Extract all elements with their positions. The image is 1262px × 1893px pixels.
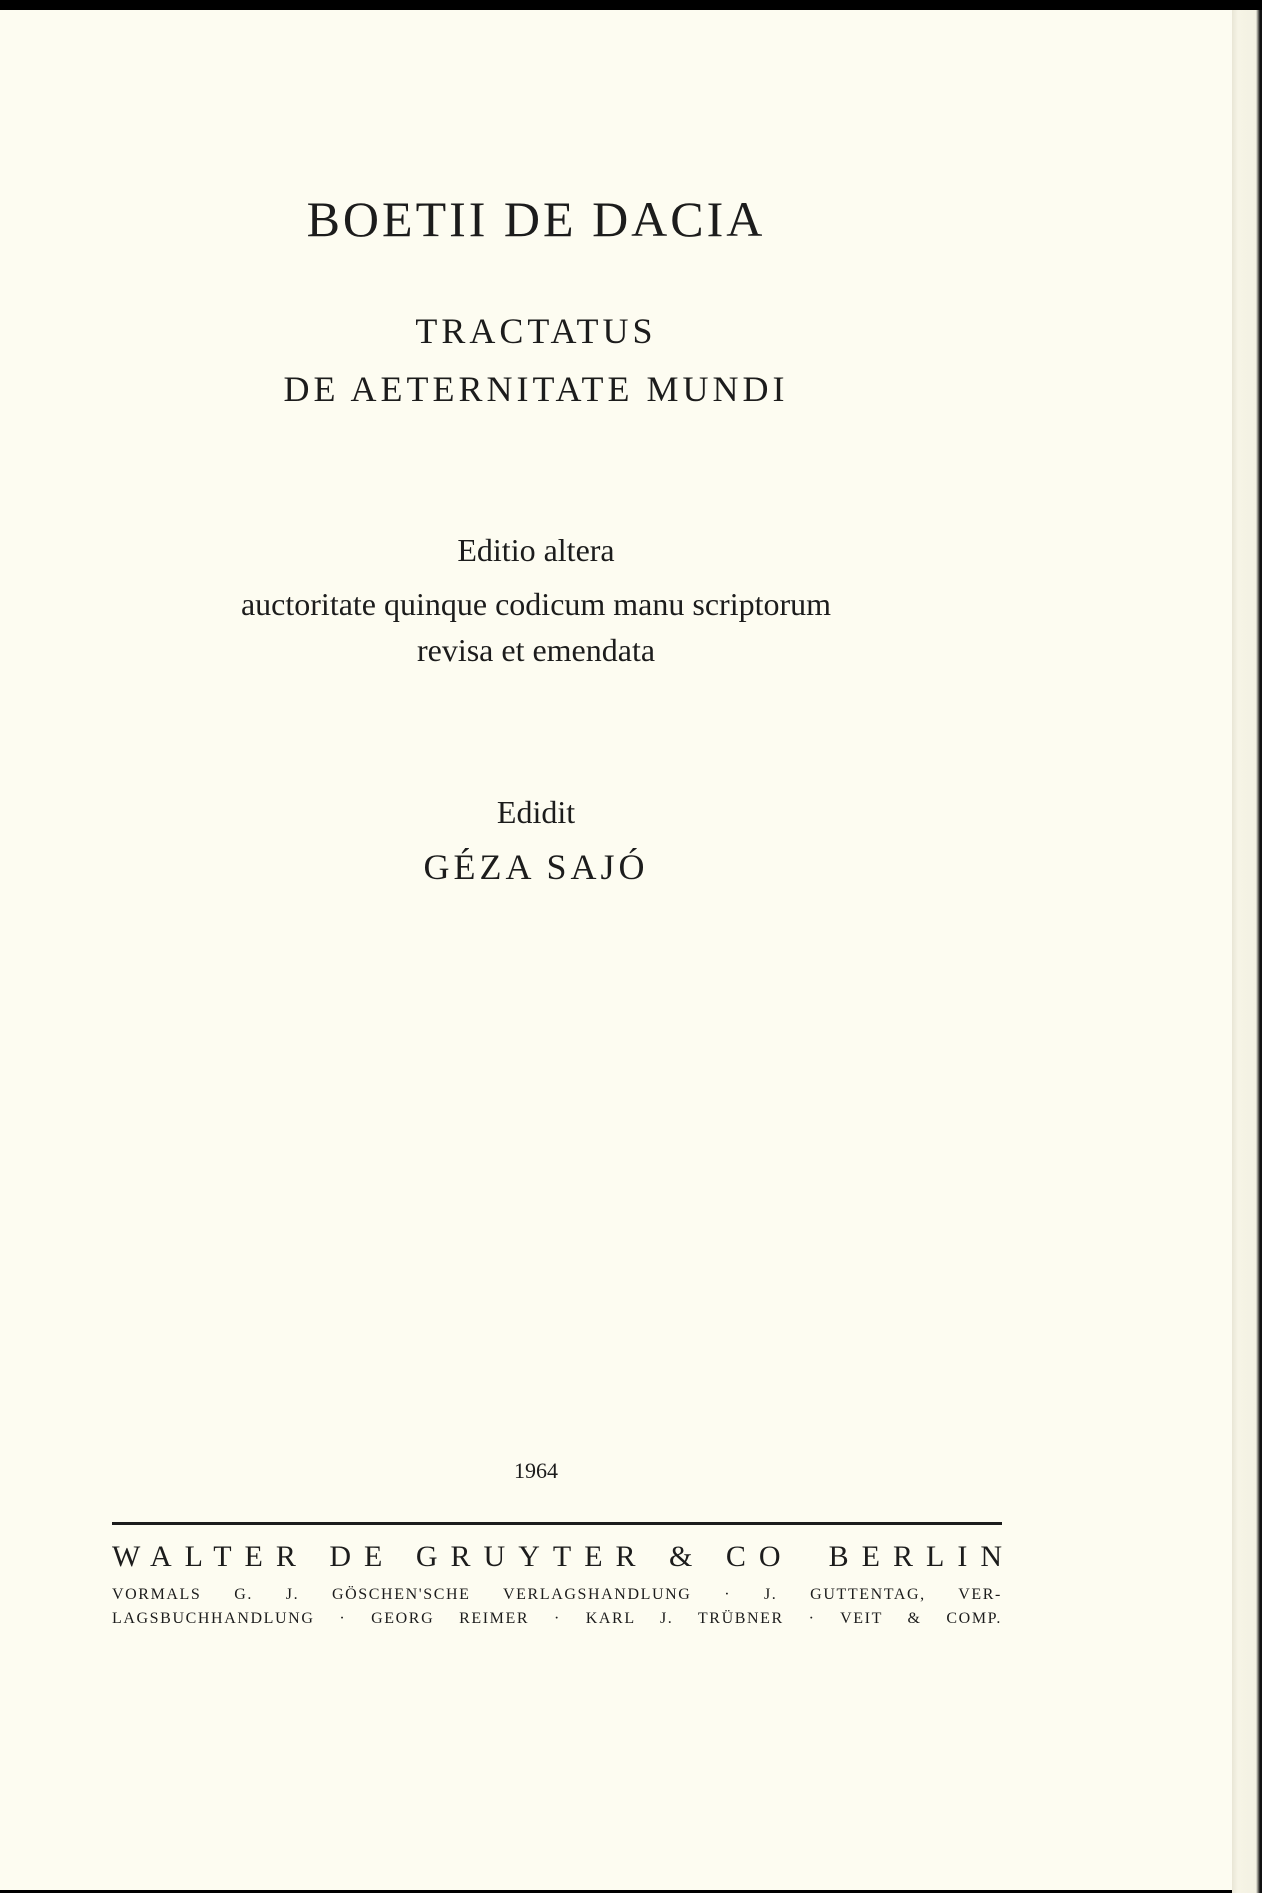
publisher-history-line-2: LAGSBUCHHANDLUNG · GEORG REIMER · KARL J. TRÜBNER · VEIT & COMP. — [112, 1610, 1002, 1627]
editor-name: GÉZA SAJÓ — [423, 847, 649, 887]
publisher-rule — [112, 1522, 1002, 1525]
edition-line-3: revisa et emendata — [416, 632, 656, 668]
publisher-line — [112, 1540, 1015, 1574]
publisher-history-line-1: VORMALS G. J. GÖSCHEN'SCHE VERLAGSHANDLUNG · J. GUTTENTAG, VER- — [112, 1586, 1002, 1603]
publication-year: 1964 — [514, 1458, 558, 1483]
title-line-1: TRACTATUS — [415, 311, 657, 351]
edition-line-1: Editio altera — [457, 532, 615, 568]
title-page — [0, 10, 1232, 1890]
editor-label: Edidit — [496, 794, 576, 830]
page-edge — [1232, 10, 1262, 1893]
author-name: BOETII DE DACIA — [306, 191, 766, 247]
publisher-city: BERLIN — [828, 1540, 1015, 1573]
publisher-name: WALTER DE GRUYTER & CO — [112, 1540, 794, 1573]
edition-line-2: auctoritate quinque codicum manu scriptorum — [240, 586, 832, 622]
title-line-2: DE AETERNITATE MUNDI — [283, 369, 789, 409]
